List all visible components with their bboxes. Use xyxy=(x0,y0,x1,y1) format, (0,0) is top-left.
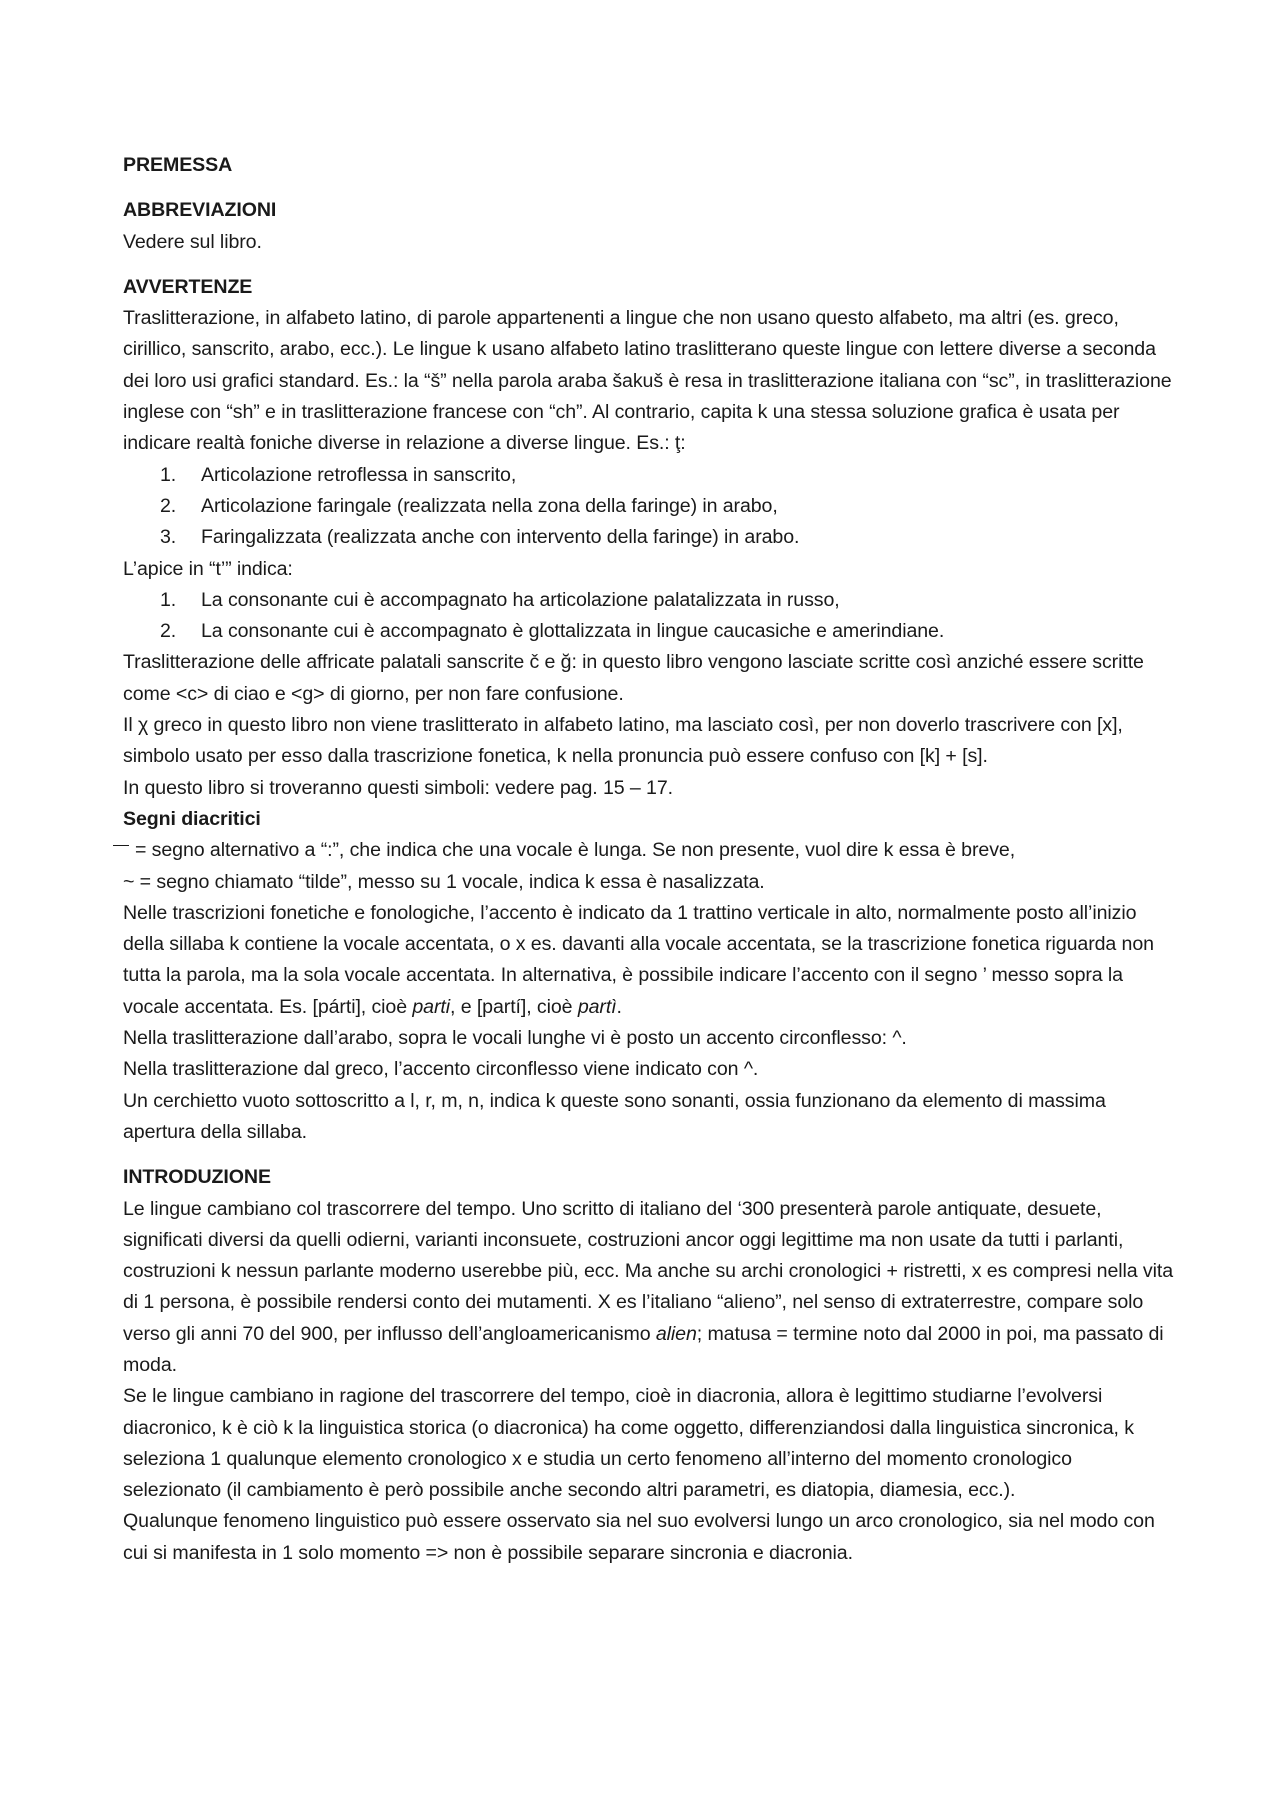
list-item xyxy=(123,616,1173,647)
abbreviazioni-text: Vedere sul libro. xyxy=(123,230,262,253)
apice-intro: L’apice in “t’” indica: xyxy=(123,557,293,580)
accento-word-parti-accented: partì xyxy=(577,995,617,1018)
accento-paragraph xyxy=(123,898,1173,1023)
list-item xyxy=(123,585,1173,616)
tilde-line: ~ = segno chiamato “tilde”, messo su 1 vocale, indica k essa è nasalizzata. xyxy=(123,870,765,893)
accento-text-b: , e [partí], cioè xyxy=(450,995,578,1018)
intro-text-a: Le lingue cambiano col trascorrere del tempo. Uno scritto di italiano del ‘300 presenterà parole antiquate, desuete, significati diversi da quelli odierni, varianti inconsuete, costruzioni ancor oggi legittime ma non usate da tutti i parlanti, costruzioni k nessun parlante moderno userebbe più, ecc. Ma anche su archi cronologici + ristretti, x es compresi nella vita di 1 persona, è possibile rendersi conto dei mutamenti. X es l’italiano “alieno”, nel senso di extraterrestre, compare solo verso gli anni 70 del 900, per influsso dell’angloamericanismo xyxy=(123,1197,1173,1345)
list-item xyxy=(123,460,1173,491)
macron-text: = segno alternativo a “:”, che indica che una vocale è lunga. Se non presente, vuol dire k essa è breve, xyxy=(135,839,1016,862)
list-number: 3. xyxy=(160,526,177,549)
accento-word-parti: parti xyxy=(412,995,450,1018)
accento-text-a: Nelle trascrizioni fonetiche e fonologiche, l’accento è indicato da 1 trattino verticale in alto, normalmente posto all’inizio della sillaba k contiene la vocale accentata, o x es. davanti alla vocale accentata, se la trascrizione fonetica riguarda non tutta la parola, ma la sola vocale accentata. In alternativa, è possibile indicare l’accento con il segno ’ messo sopra la vocale accentata. Es. [párti], cioè xyxy=(123,901,1154,1018)
introduzione-paragraph-1 xyxy=(123,1194,1173,1382)
simboli-paragraph: In questo libro si troveranno questi simboli: vedere pag. 15 – 17. xyxy=(123,776,673,799)
apice-list xyxy=(123,585,1173,648)
segni-diacritici-heading: Segni diacritici xyxy=(123,807,261,830)
abbreviazioni-heading: ABBREVIAZIONI xyxy=(123,199,277,222)
intro-text-b: ; matusa = termine noto dal 2000 in poi, ma passato di moda. xyxy=(123,1322,1164,1376)
macron-line xyxy=(123,835,1173,866)
cerchietto-paragraph: Un cerchietto vuoto sottoscritto a l, r, m, n, indica k queste sono sonanti, ossia funzionano da elemento di massima apertura della sillaba. xyxy=(123,1089,1106,1143)
introduzione-paragraph-2: Se le lingue cambiano in ragione del trascorrere del tempo, cioè in diacronia, allora è legittimo studiarne l’evolversi diacronico, k è ciò k la linguistica storica (o diacronica) ha come oggetto, differenziandosi dalla linguistica sincronica, k seleziona 1 qualunque elemento cronologico x e studia un certo fenomeno all’interno del momento cronologico selezionato (il cambiamento è però possibile anche secondo altri parametri, es diatopia, diamesia, ecc.). xyxy=(123,1385,1134,1502)
list-number: 1. xyxy=(160,588,177,611)
premessa-heading: PREMESSA xyxy=(123,154,233,176)
list-item-text: Articolazione retroflessa in sanscrito, xyxy=(201,463,517,486)
list-item xyxy=(123,491,1173,522)
greco-line: Nella traslitterazione dal greco, l’accento circonflesso viene indicato con ^. xyxy=(123,1058,759,1081)
affricate-paragraph: Traslitterazione delle affricate palatali sanscrite č e ğ: in questo libro vengono lasciate scritte così anziché essere scritte come <c> di ciao e <g> di giorno, per non fare confusione. xyxy=(123,651,1144,705)
list-number: 2. xyxy=(160,494,177,517)
introduzione-heading: INTRODUZIONE xyxy=(123,1166,271,1189)
chi-paragraph: Il χ greco in questo libro non viene traslitterato in alfabeto latino, ma lasciato così, per non doverlo trascrivere con [x], simbolo usato per esso dalla trascrizione fonetica, k nella pronuncia può essere confuso con [k] + [s]. xyxy=(123,714,1123,768)
document-page xyxy=(123,150,1173,1569)
list-number: 1. xyxy=(160,463,177,486)
list-item-text: Faringalizzata (realizzata anche con intervento della faringe) in arabo. xyxy=(201,526,800,549)
arabo-line: Nella traslitterazione dall’arabo, sopra le vocali lunghe vi è posto un accento circonflesso: ^. xyxy=(123,1027,907,1050)
intro-word-alien: alien xyxy=(655,1322,697,1345)
macron-icon xyxy=(113,845,129,846)
list-item-text: La consonante cui è accompagnato ha articolazione palatalizzata in russo, xyxy=(201,588,840,611)
avvertenze-heading: AVVERTENZE xyxy=(123,275,253,298)
list-item-text: La consonante cui è accompagnato è glottalizzata in lingue caucasiche e amerindiane. xyxy=(201,620,945,643)
list-number: 2. xyxy=(160,620,177,643)
introduzione-paragraph-3: Qualunque fenomeno linguistico può essere osservato sia nel suo evolversi lungo un arco cronologico, sia nel modo con cui si manifesta in 1 solo momento => non è possibile separare sincronia e diacronia. xyxy=(123,1510,1155,1564)
avvertenze-paragraph-1: Traslitterazione, in alfabeto latino, di parole appartenenti a lingue che non usano questo alfabeto, ma altri (es. greco, cirillico, sanscrito, arabo, ecc.). Le lingue k usano alfabeto latino traslitterano queste lingue con lettere diverse a seconda dei loro usi grafici standard. Es.: la “š” nella parola araba šakuš è resa in traslitterazione italiana con “sc”, in traslitterazione inglese con “sh” e in traslitterazione francese con “ch”. Al contrario, capita k una stessa soluzione grafica è usata per indicare realtà foniche diverse in relazione a diverse lingue. Es.: ţ: xyxy=(123,307,1172,455)
list-item xyxy=(123,522,1173,553)
list-item-text: Articolazione faringale (realizzata nella zona della faringe) in arabo, xyxy=(201,494,778,517)
accento-text-c: . xyxy=(616,995,622,1018)
articulation-list xyxy=(123,460,1173,554)
